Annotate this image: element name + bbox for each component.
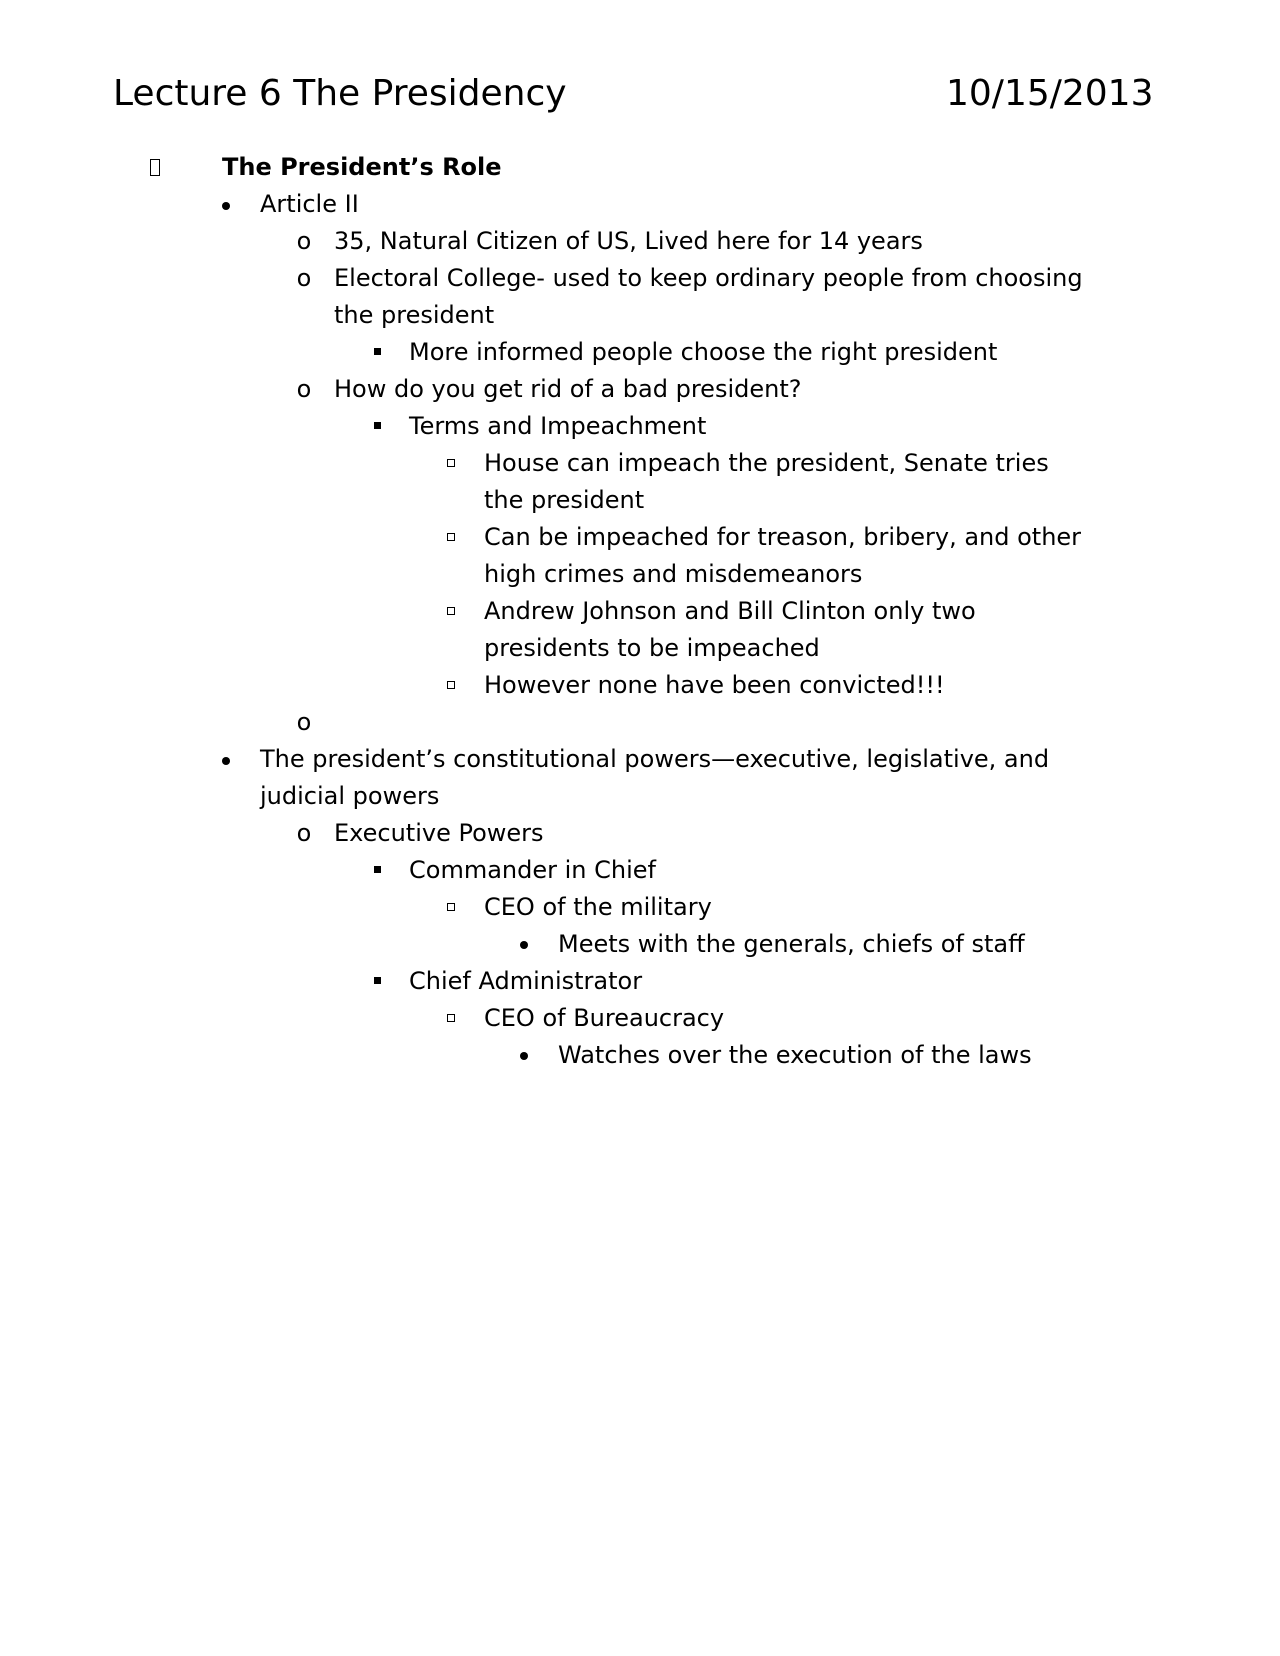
list-item-continuation: the president <box>484 486 645 514</box>
list-item-continuation: judicial powers <box>260 782 440 810</box>
list-item-continuation: the president <box>334 301 495 329</box>
bullet-dot-icon <box>520 1052 528 1060</box>
list-item: Electoral College- used to keep ordinary people from choosing <box>334 264 1083 292</box>
bullet-o-icon: o <box>296 264 312 292</box>
list-item: However none have been convicted!!! <box>484 671 945 699</box>
list-item: Article II <box>260 190 359 218</box>
bullet-o-icon: o <box>296 708 312 736</box>
list-item: Meets with the generals, chiefs of staff <box>558 930 1025 958</box>
bullet-square-icon <box>374 866 381 873</box>
bullet-dot-icon <box>222 202 230 210</box>
bullet-square-icon <box>374 977 381 984</box>
bullet-square-icon <box>374 422 381 429</box>
bullet-square-icon <box>374 348 381 355</box>
bullet-open-square-icon <box>447 1014 455 1022</box>
page-date: 10/15/2013 <box>946 73 1154 114</box>
list-item: CEO of Bureaucracy <box>484 1004 725 1032</box>
list-item: More informed people choose the right president <box>409 338 998 366</box>
list-item: Commander in Chief <box>409 856 656 884</box>
bullet-open-square-icon <box>447 459 455 467</box>
bullet-box-icon <box>150 159 160 176</box>
list-item: Terms and Impeachment <box>409 412 707 440</box>
list-item: Andrew Johnson and Bill Clinton only two <box>484 597 976 625</box>
bullet-open-square-icon <box>447 533 455 541</box>
list-item: House can impeach the president, Senate tries <box>484 449 1049 477</box>
bullet-open-square-icon <box>447 681 455 689</box>
bullet-dot-icon <box>222 757 230 765</box>
list-item-continuation: presidents to be impeached <box>484 634 820 662</box>
bullet-open-square-icon <box>447 903 455 911</box>
page-title: Lecture 6 The Presidency <box>113 73 567 114</box>
list-item: Can be impeached for treason, bribery, and other <box>484 523 1082 551</box>
list-item: The president’s constitutional powers—executive, legislative, and <box>260 745 1050 773</box>
bullet-dot-icon <box>520 941 528 949</box>
list-item: Chief Administrator <box>409 967 643 995</box>
list-item: Watches over the execution of the laws <box>558 1041 1032 1069</box>
list-item: CEO of the military <box>484 893 712 921</box>
bullet-o-icon: o <box>296 227 312 255</box>
bullet-o-icon: o <box>296 819 312 847</box>
bullet-open-square-icon <box>447 607 455 615</box>
bullet-o-icon: o <box>296 375 312 403</box>
list-item: Executive Powers <box>334 819 544 847</box>
list-item-continuation: high crimes and misdemeanors <box>484 560 863 588</box>
list-item: 35, Natural Citizen of US, Lived here for 14 years <box>334 227 923 255</box>
list-item: How do you get rid of a bad president? <box>334 375 802 403</box>
section-heading: The President’s Role <box>222 153 502 181</box>
